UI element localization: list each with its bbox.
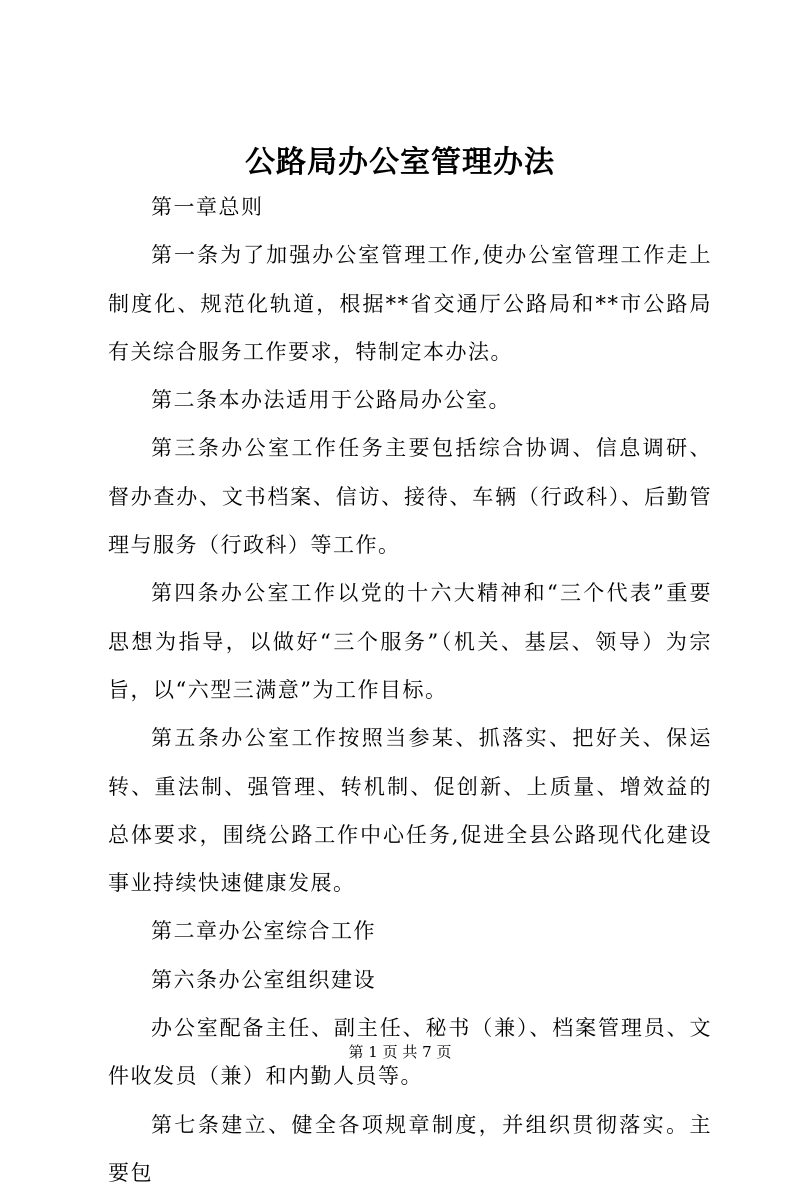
paragraph-article-2: 第二条本办法适用于公路局办公室。 xyxy=(151,388,511,413)
paragraph-article-7: 第七条建立、健全各项规章制度，并组织贯彻落实。主要包 xyxy=(108,1112,712,1185)
paragraph-article-3: 第三条办公室工作任务主要包括综合协调、信息调研、督办查办、文书档案、信访、接待、车辆（行政科）、后勤管理与服务（行政科）等工作。 xyxy=(108,436,712,558)
paragraph-article-5: 第五条办公室工作按照当参某、抓落实、把好关、保运转、重法制、强管理、转机制、促创新、上质量、增效益的总体要求，围绕公路工作中心任务,促进全县公路现代化建设事业持续快速健康发展。 xyxy=(108,726,712,896)
paragraph-article-4: 第四条办公室工作以党的十六大精神和“三个代表”重要思想为指导，以做好“三个服务”（机关、基层、领导）为宗旨，以“六型三满意”为工作目标。 xyxy=(108,581,712,702)
paragraph-chapter-2: 第二章办公室综合工作 xyxy=(151,919,376,944)
paragraph-article-1: 第一条为了加强办公室管理工作,使办公室管理工作走上制度化、规范化轨道，根据**省交通厅公路局和**市公路局有关综合服务工作要求，特制定本办法。 xyxy=(108,243,712,364)
page-number-footer: 第 1 页 共 7 页 xyxy=(348,1043,452,1061)
paragraph-staffing: 办公室配备主任、副主任、秘书（兼）、档案管理员、文件收发员（兼）和内勤人员等。 xyxy=(108,1016,712,1089)
paragraph-article-6: 第六条办公室组织建设 xyxy=(151,967,376,992)
paragraph-chapter-1: 第一章总则 xyxy=(151,195,264,219)
document-title: 公路局办公室管理办法 xyxy=(245,145,555,180)
